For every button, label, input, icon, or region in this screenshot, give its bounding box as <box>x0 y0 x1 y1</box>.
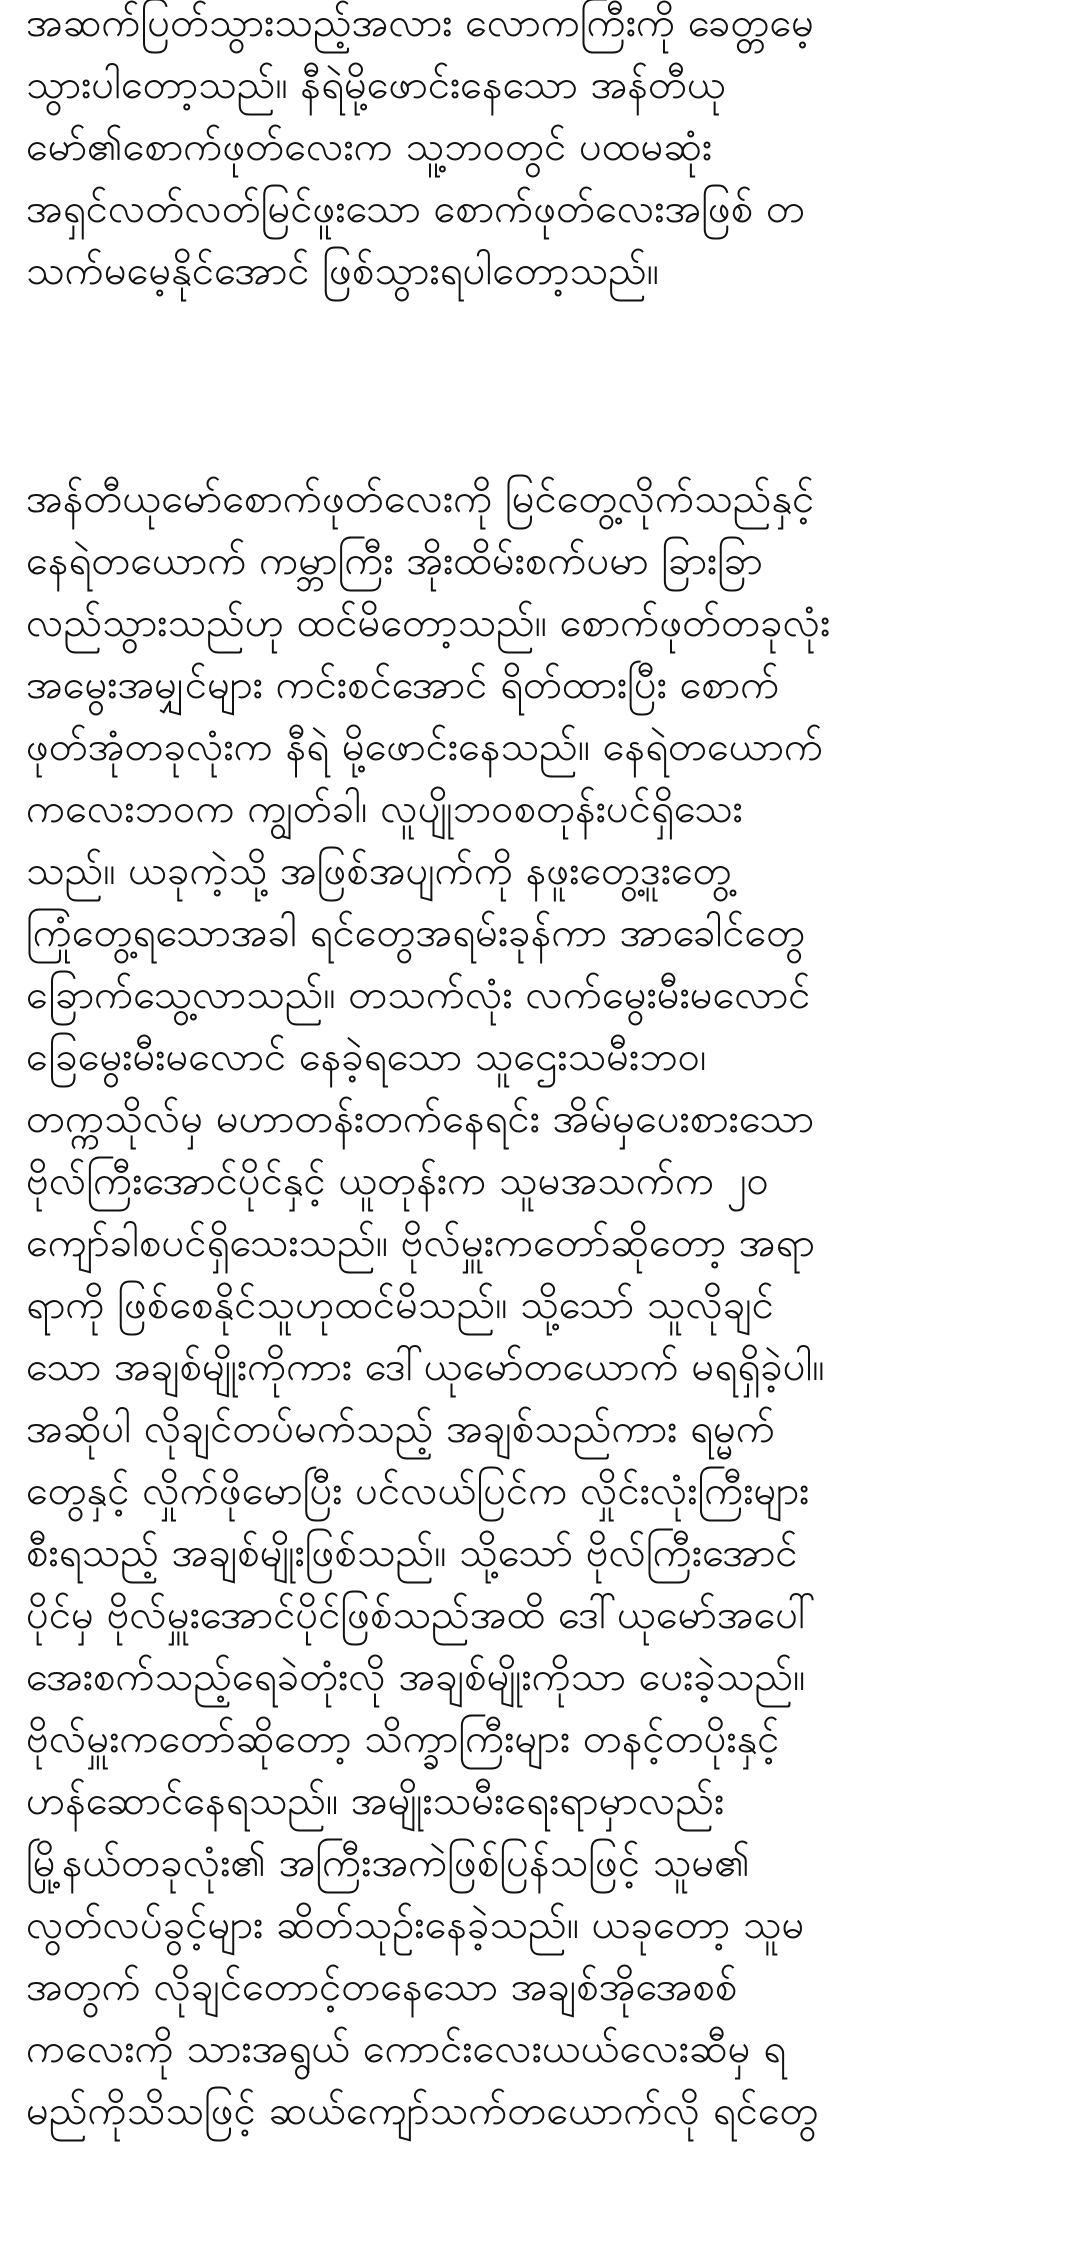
text-line: အမွေးအမျှင်များ ကင်းစင်အောင် ရိတ်ထားပြီး စောက် <box>26 662 780 708</box>
text-line: ကလေးဘဝက ကျွတ်ခါ၊ လူပျိုဘဝစတုန်းပင်ရှိသေး <box>26 786 743 832</box>
text-line: အတွက် လိုချင်တောင့်တနေသော အချစ်အိုအေစစ် <box>26 1964 738 2010</box>
text-line: မည်ကိုသိသဖြင့် ဆယ်ကျော်သက်တယောက်လို ရင်တွေ <box>26 2088 819 2134</box>
text-line: လည်သွားသည်ဟု ထင်မိတော့သည်။ စောက်ဖုတ်တခုလုံး <box>26 600 831 646</box>
text-line: ကလေးကို သားအရွယ် ကောင်းလေးယယ်လေးဆီမှ ရ <box>26 2026 787 2072</box>
text-line: ပိုင်မှ ဗိုလ်မှူးအောင်ပိုင်ဖြစ်သည်အထိ ဒေါ်ယုမော်အပေါ် <box>26 1592 817 1638</box>
text-line: အဆိုပါ လိုချင်တပ်မက်သည့် အချစ်သည်ကား ရမ္မက် <box>26 1406 775 1452</box>
text-line: ဟန်ဆောင်နေရသည်။ အမျိုးသမီးရေးရာမှာလည်း <box>26 1778 725 1824</box>
text-line: တွေနှင့် လှိုက်ဖိုမောပြီး ပင်လယ်ပြင်က လှိုင်းလုံးကြီးများ <box>26 1468 810 1514</box>
paragraph-1 <box>26 0 1056 302</box>
text-line: အဆက်ပြတ်သွားသည့်အလား လောကကြီးကို ခေတ္တမေ့ <box>26 0 815 46</box>
text-line: အန်တီယုမော်စောက်ဖုတ်လေးကို မြင်တွေ့လိုက်သည်နှင့် <box>26 476 815 522</box>
text-line: သော အချစ်မျိုးကိုကား ဒေါ်ယုမော်တယောက် မရရှိခဲ့ပါ။ <box>26 1344 825 1390</box>
text-line: အရှင်လတ်လတ်မြင်ဖူးသော စောက်ဖုတ်လေးအဖြစ် တ <box>26 186 805 232</box>
text-line: ဖုတ်အုံတခုလုံးက နီရဲ မို့ဖောင်းနေသည်။ နေရဲတယောက် <box>26 724 824 770</box>
paragraph-2 <box>26 468 1056 2142</box>
text-line: နေရဲတယောက် ကမ္ဘာကြီး အိုးထိမ်းစက်ပမာ ခြားခြာ <box>26 538 763 584</box>
text-line: တက္ကသိုလ်မှ မဟာတန်းတက်နေရင်း အိမ်မှပေးစားသော <box>26 1096 815 1142</box>
text-line: စီးရသည့် အချစ်မျိုးဖြစ်သည်။ သို့သော် ဗိုလ်ကြီးအောင် <box>26 1530 798 1576</box>
text-line: သက်မမေ့နိုင်အောင် ဖြစ်သွားရပါတော့သည်။ <box>26 248 659 294</box>
text-line: လွတ်လပ်ခွင့်များ ဆိတ်သုဉ်းနေခဲ့သည်။ ယခုတော့ သူမ <box>26 1902 805 1948</box>
text-line: ဗိုလ်ကြီးအောင်ပိုင်နှင့် ယူတုန်းက သူမအသက်က ၂၀ <box>26 1158 769 1204</box>
text-line: ခြောက်သွေ့လာသည်။ တသက်လုံး လက်မွေးမီးမလောင် <box>26 972 811 1018</box>
text-line: မော်၏စောက်ဖုတ်လေးက သူ့ဘဝတွင် ပထမဆုံး <box>26 124 713 170</box>
text-line: ဗိုလ်မှူးကတော်ဆိုတော့ သိက္ခာကြီးများ တနင့်တပိုးနှင့် <box>26 1716 780 1762</box>
text-line: ခြေမွေးမီးမလောင် နေခဲ့ရသော သူဌေးသမီးဘဝ၊ <box>26 1034 707 1080</box>
text-line: သွားပါတော့သည်။ နီရဲမို့ဖောင်းနေသော အန်တီယု <box>26 62 726 108</box>
text-line: ကျော်ခါစပင်ရှိသေးသည်။ ဗိုလ်မှူးကတော်ဆိုတော့ အရာ <box>26 1220 815 1266</box>
text-line: ရာကို ဖြစ်စေနိုင်သူဟုထင်မိသည်။ သို့သော် သူလိုချင် <box>26 1282 774 1328</box>
text-line: သည်။ ယခုကဲ့သို့ အဖြစ်အပျက်ကို နဖူးတွေ့ဒူးတွေ့ <box>26 848 732 894</box>
text-line: အေးစက်သည့်ရေခဲတုံးလို အချစ်မျိုးကိုသာ ပေးခဲ့သည်။ <box>26 1654 806 1700</box>
text-line: ကြုံတွေ့ရသောအခါ ရင်တွေအရမ်းခုန်ကာ အာခေါင်တွေ <box>26 910 806 956</box>
text-line: မြို့နယ်တခုလုံး၏ အကြီးအကဲဖြစ်ပြန်သဖြင့် သူမ၏ <box>26 1840 750 1886</box>
